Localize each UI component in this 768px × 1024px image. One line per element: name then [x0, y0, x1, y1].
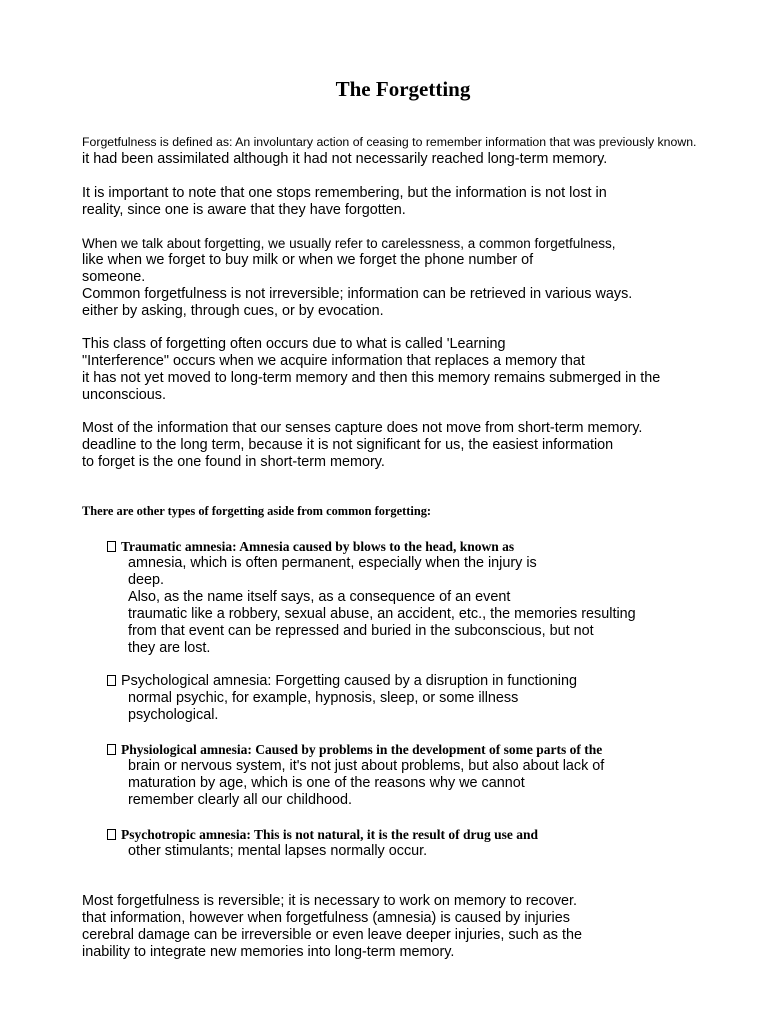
bullet-1-line-1: Traumatic amnesia: Amnesia caused by blows to the head, known as	[121, 539, 515, 554]
bullet-1-line-7: they are lost.	[128, 640, 211, 656]
bullet-physiological	[107, 741, 602, 759]
bullet-1-line-4: Also, as the name itself says, as a consequence of an event	[128, 589, 511, 605]
bullet-psychotropic	[107, 826, 538, 844]
paragraph-4-line-4: unconscious.	[82, 387, 166, 403]
paragraph-6-line-3: cerebral damage can be irreversible or even leave deeper injuries, such as the	[82, 927, 582, 943]
bullet-1-line-5: traumatic like a robbery, sexual abuse, an accident, etc., the memories resulting	[128, 606, 636, 622]
paragraph-1-line-1: Forgetfulness is defined as: An involuntary action of ceasing to remember information that was previously known.	[82, 135, 697, 149]
bullet-3-line-3: maturation by age, which is one of the reasons why we cannot	[128, 775, 525, 791]
bullet-2-line-1: Psychological amnesia: Forgetting caused by a disruption in functioning	[121, 673, 577, 689]
paragraph-3-line-3: someone.	[82, 269, 146, 285]
bullet-4-line-1: Psychotropic amnesia: This is not natural, it is the result of drug use and	[121, 827, 539, 842]
bullet-1-line-3: deep.	[128, 572, 165, 588]
paragraph-5-line-3: to forget is the one found in short-term memory.	[82, 454, 385, 470]
paragraph-6-line-4: inability to integrate new memories into long-term memory.	[82, 944, 455, 960]
paragraph-3-line-1: When we talk about forgetting, we usually refer to carelessness, a common forgetfulness,	[82, 236, 616, 251]
bullet-box-icon	[107, 675, 116, 686]
bullet-psychological	[107, 673, 577, 690]
paragraph-4-line-3: it has not yet moved to long-term memory and then this memory remains submerged in the	[82, 370, 661, 386]
bullet-1-line-6: from that event can be repressed and buried in the subconscious, but not	[128, 623, 594, 639]
paragraph-4-line-2: "Interference" occurs when we acquire information that replaces a memory that	[82, 353, 585, 369]
bullet-2-line-2: normal psychic, for example, hypnosis, sleep, or some illness	[128, 690, 519, 706]
paragraph-2-line-1: It is important to note that one stops remembering, but the information is not lost in	[82, 185, 607, 201]
paragraph-6-line-1: Most forgetfulness is reversible; it is necessary to work on memory to recover.	[82, 893, 578, 909]
bullet-box-icon	[107, 541, 116, 552]
bullet-box-icon	[107, 829, 116, 840]
paragraph-3-line-2: like when we forget to buy milk or when we forget the phone number of	[82, 252, 534, 268]
paragraph-3-line-5: either by asking, through cues, or by evocation.	[82, 303, 384, 319]
bullet-2-line-3: psychological.	[128, 707, 219, 723]
bullet-1-line-2: amnesia, which is often permanent, especially when the injury is	[128, 555, 537, 571]
paragraph-6-line-2: that information, however when forgetfulness (amnesia) is caused by injuries	[82, 910, 570, 926]
paragraph-4-line-1: This class of forgetting often occurs due to what is called 'Learning	[82, 336, 506, 352]
paragraph-5-line-2: deadline to the long term, because it is not significant for us, the easiest information	[82, 437, 614, 453]
bullet-traumatic	[107, 538, 514, 556]
paragraph-3-line-4: Common forgetfulness is not irreversible; information can be retrieved in various ways.	[82, 286, 633, 302]
paragraph-5-line-1: Most of the information that our senses capture does not move from short-term memory.	[82, 420, 643, 436]
bullet-3-line-4: remember clearly all our childhood.	[128, 792, 352, 808]
section-heading: There are other types of forgetting aside from common forgetting:	[82, 504, 432, 518]
paragraph-1-line-2: it had been assimilated although it had not necessarily reached long-term memory.	[82, 151, 608, 167]
paragraph-2-line-2: reality, since one is aware that they have forgotten.	[82, 202, 406, 218]
bullet-3-line-2: brain or nervous system, it's not just about problems, but also about lack of	[128, 758, 605, 774]
bullet-4-line-2: other stimulants; mental lapses normally occur.	[128, 843, 428, 859]
bullet-3-line-1: Physiological amnesia: Caused by problems in the development of some parts of the	[121, 742, 603, 757]
page-title: The Forgetting	[335, 77, 471, 101]
bullet-box-icon	[107, 744, 116, 755]
